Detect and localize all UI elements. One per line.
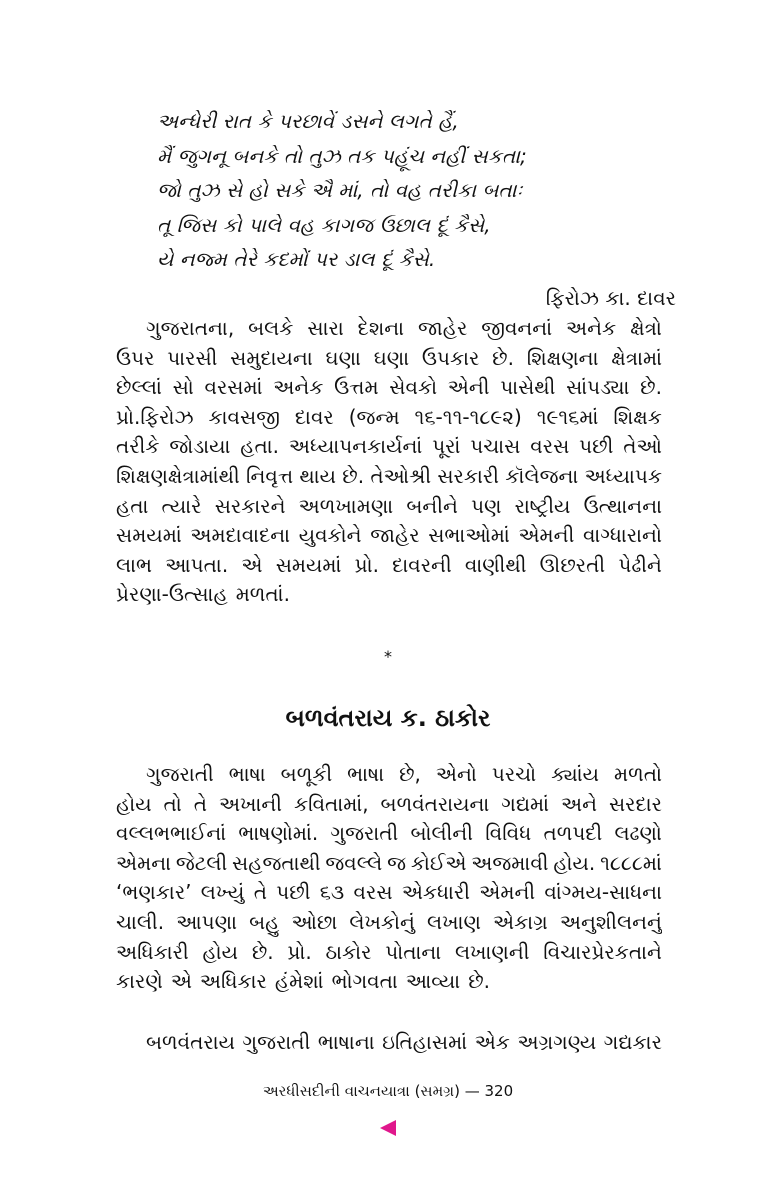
- word: ક્ષેત્રામાં: [611, 345, 662, 370]
- word: સો: [172, 375, 194, 400]
- paragraph-line: [116, 849, 662, 879]
- word: શિક્ષણના: [526, 345, 599, 370]
- word: કારણે: [116, 969, 163, 994]
- paragraph-line: [116, 551, 662, 581]
- word: કોઈએ: [410, 850, 467, 875]
- word: હોય.: [553, 850, 596, 875]
- word: દાવર: [294, 404, 334, 429]
- word: સરદાર: [608, 791, 662, 816]
- word: તે: [253, 880, 267, 905]
- word: આપતા.: [165, 552, 229, 577]
- word: હોય: [116, 791, 152, 816]
- word: ભોગવતા: [331, 969, 398, 994]
- left-triangle-arrow-icon[interactable]: [380, 1120, 396, 1136]
- word: રાષ્ટ્રીય: [514, 493, 571, 518]
- word: બળવંતરાય: [146, 1030, 235, 1054]
- word: ગુજરાતી: [330, 821, 399, 846]
- word: સારા: [307, 316, 344, 340]
- word: એનો: [435, 762, 477, 786]
- word: બળૂકી: [280, 762, 333, 786]
- word: ક્યાંય: [551, 762, 600, 786]
- word: વલ્લભભાઈનાં: [116, 821, 227, 846]
- word: વાણીથી: [464, 552, 527, 577]
- word: એમની: [518, 523, 575, 548]
- word: સમયમાં: [275, 552, 342, 577]
- word: ગુજરાતી: [146, 762, 214, 786]
- word: ૧૯૧૬માં: [536, 404, 599, 429]
- paragraph-line: [116, 1028, 662, 1058]
- word: વિચારપ્રેરકતાને: [543, 939, 662, 964]
- word: છે.: [640, 375, 662, 400]
- word: પ્રો.: [287, 939, 312, 964]
- word: છે.: [468, 969, 491, 994]
- word: અધિકાર: [199, 969, 267, 994]
- word: છે.: [251, 939, 274, 964]
- word: એમની: [479, 880, 536, 905]
- word: અમદાવાદના: [190, 523, 291, 548]
- word: ગદ્યકાર: [603, 1030, 662, 1054]
- word: દાવરની: [392, 552, 452, 577]
- word: સેવકો: [389, 375, 438, 400]
- word: ગદ્યમાં: [501, 791, 550, 816]
- word: કૉલેજના: [505, 463, 579, 488]
- paragraph-gujarati-language: [116, 760, 662, 997]
- paragraph-line: [116, 462, 662, 492]
- word: નિવૃત્ત: [245, 463, 294, 488]
- word: વરસ: [353, 880, 393, 905]
- word: હતા.: [240, 434, 280, 459]
- word: પ્રેરણા-ઉત્સાહ: [116, 582, 228, 607]
- word: શિક્ષણક્ષેત્રામાંથી: [116, 463, 240, 488]
- word: ઓછા: [291, 909, 338, 934]
- word: એક: [474, 1030, 510, 1054]
- word: લેખકોનું: [349, 909, 415, 934]
- word: લખાણ: [427, 909, 481, 934]
- word: વરસ: [530, 434, 570, 459]
- word: આપણા: [176, 909, 237, 934]
- word: એ: [170, 969, 192, 994]
- word: અખાની: [218, 791, 283, 816]
- word: સમુદાયના: [230, 345, 313, 370]
- word: હંમેશાં: [274, 969, 324, 994]
- word: સાંપડ્યા: [566, 375, 630, 400]
- word: બળવંતરાયના: [380, 791, 490, 816]
- word: જીવનનાં: [481, 316, 553, 340]
- word: સરકારી: [437, 463, 499, 488]
- word: જાહેર: [418, 316, 468, 340]
- poem-line-5: યે નજ્મ તેરે કદમોં પર ડાલ દૂં કૈસે.: [157, 247, 436, 271]
- word: અધ્યાપનકાર્યનાં: [288, 434, 423, 459]
- word: પચાસ: [470, 434, 521, 459]
- word: ઘણા: [373, 345, 410, 370]
- word: અધિકારી: [116, 939, 189, 964]
- word: અનુશીલનનું: [559, 909, 662, 934]
- word: ઠાકોર: [325, 939, 372, 964]
- paragraph-line: [116, 878, 662, 908]
- paragraph-line: [116, 967, 662, 997]
- paragraph-parsi-community: [116, 314, 662, 610]
- paragraph-line: [116, 314, 662, 344]
- poem-line-3: જો તુઝ સે હો સકે ઐ માં, તો વહ તરીકા બતાઃ: [157, 178, 523, 202]
- word: લાભ: [116, 552, 153, 577]
- word: હોય: [202, 939, 239, 964]
- paragraph-line: [116, 432, 662, 462]
- word: ગુજરાતી: [242, 1030, 311, 1054]
- word: કાવસજી: [208, 404, 280, 429]
- word: ઉપર: [116, 345, 155, 370]
- word: છે.: [342, 463, 365, 488]
- paragraph-line: [116, 373, 662, 403]
- word: ભાષા: [228, 762, 266, 786]
- word: મળતાં.: [235, 582, 290, 607]
- word: પછી: [276, 880, 311, 905]
- section-heading: બળવંતરાય ક. ઠાકોર: [285, 704, 491, 732]
- word: પણ: [471, 493, 502, 518]
- paragraph-line: [116, 908, 662, 938]
- word: યુવકોને: [298, 523, 362, 548]
- paragraph-line: [116, 819, 662, 849]
- word: ઉત્થાનના: [583, 493, 662, 518]
- word: ઇતિહાસમાં: [382, 1030, 468, 1054]
- word: તળપદી: [543, 821, 603, 846]
- word: આવ્યા: [405, 969, 461, 994]
- word: છે,: [399, 762, 421, 786]
- word: ભાષા: [347, 762, 385, 786]
- word: પ્રો.ફિરોઝ: [116, 404, 194, 429]
- word: તો: [163, 791, 182, 816]
- word: જ: [387, 850, 407, 875]
- word: અને: [561, 791, 598, 816]
- word: સરકારને: [214, 493, 286, 518]
- paragraph-line: [116, 403, 662, 433]
- word: ઉત્તમ: [334, 375, 379, 400]
- word: તેઓ: [623, 434, 662, 459]
- word: પ્રો.: [354, 552, 379, 577]
- page-footer: અરધીસદીની વાચનયાત્રા (સમગ્ર) — 320: [262, 1082, 514, 1100]
- word: ક્ષેત્રો: [630, 316, 662, 340]
- word: છે.: [492, 345, 514, 370]
- word: બોલીની: [410, 821, 474, 846]
- word: તરીકે: [116, 434, 160, 459]
- paragraph-line: [116, 580, 662, 610]
- word: વિવિધ: [485, 821, 532, 846]
- word: ત્યારે: [161, 493, 202, 518]
- word: અળખામણા: [298, 493, 394, 518]
- word: બનીને: [406, 493, 458, 518]
- word: એની: [447, 375, 490, 400]
- word: સહજતાથી: [232, 850, 321, 875]
- word: છેલ્લાં: [116, 375, 162, 400]
- word: જોડાયા: [169, 434, 231, 459]
- word: અધ્યાપક: [584, 463, 662, 488]
- word: દેશના: [357, 316, 405, 340]
- word: પૂરાં: [432, 434, 461, 459]
- paragraph-balvantray: [116, 1028, 662, 1058]
- word: કવિતામાં,: [293, 791, 369, 816]
- word: જેટલી: [175, 850, 228, 875]
- word: અનેક: [566, 316, 617, 340]
- word: વાંગ્મય-સાધના: [544, 880, 662, 905]
- word: એ: [241, 552, 263, 577]
- poem-line-1: અન્ધેરી રાત કે પરછાવેં ડસને લગતે હૈં,: [157, 109, 459, 133]
- word: લખ્યું: [200, 880, 245, 905]
- word: ‘ભણકાર’: [116, 880, 192, 905]
- word: લઢણો: [614, 821, 662, 846]
- word: થાય: [299, 463, 336, 488]
- word: એકાગ્ર: [493, 909, 548, 934]
- word: એમના: [116, 850, 172, 875]
- word: શિક્ષક: [613, 404, 662, 429]
- word: ૬૩: [319, 880, 345, 905]
- word: સમયમાં: [116, 523, 182, 548]
- paragraph-line: [116, 938, 662, 968]
- paragraph-line: [116, 344, 662, 374]
- word: સભાઓમાં: [428, 523, 510, 548]
- word: જવલ્લે: [325, 850, 383, 875]
- word: પાસેથી: [500, 375, 556, 400]
- paragraph-line: [116, 760, 662, 790]
- word: મળતો: [614, 762, 662, 786]
- word: ભાષણોમાં.: [238, 821, 319, 846]
- word: એકધારી: [401, 880, 470, 905]
- word: ભાષાના: [317, 1030, 375, 1054]
- paragraph-line: [116, 521, 662, 551]
- word: હતા: [116, 493, 149, 518]
- word: ગુજરાતના,: [146, 316, 235, 340]
- word: ચાલી.: [116, 909, 165, 934]
- word: વરસમાં: [204, 375, 263, 400]
- paragraph-line: [116, 492, 662, 522]
- word: બહુ: [249, 909, 280, 934]
- word: ૧૬-૧૧-૧૮૯૨): [414, 404, 522, 429]
- word: પોતાના: [385, 939, 442, 964]
- paragraph-line: [116, 790, 662, 820]
- word: (જન્મ: [348, 404, 400, 429]
- word: બલકે: [248, 316, 294, 340]
- word: અજમાવી: [471, 850, 549, 875]
- word: તે: [193, 791, 208, 816]
- word: ઉપકાર: [421, 345, 480, 370]
- word: વાગ્ધારાનો: [582, 523, 662, 548]
- word: પછી: [579, 434, 614, 459]
- word: અનેક: [273, 375, 324, 400]
- word: અગ્રગણ્ય: [517, 1030, 597, 1054]
- word: પરચો: [491, 762, 537, 786]
- poem-block: [157, 104, 697, 277]
- section-separator: *: [384, 647, 392, 666]
- word: જાહેર: [370, 523, 420, 548]
- word: ઊછરતી: [539, 552, 606, 577]
- word: પારસી: [167, 345, 218, 370]
- poem-line-2: મૈં જુગનૂ બનકે તો તુઝ તક પહૂંચ નહીં સકતા;: [157, 143, 527, 168]
- word: તેઓશ્રી: [370, 463, 432, 488]
- poem-author: ફિરોઝ કા. દાવર: [545, 286, 676, 310]
- poem-line-4: તૂ જિસ કો પાલે વહ કાગજ ઉછાલ દૂં કૈસે,: [157, 212, 491, 237]
- word: ઘણા: [325, 345, 361, 370]
- word: ૧૮૮૮માં: [600, 850, 662, 875]
- word: પેઢીને: [618, 552, 662, 577]
- word: લખાણની: [454, 939, 530, 964]
